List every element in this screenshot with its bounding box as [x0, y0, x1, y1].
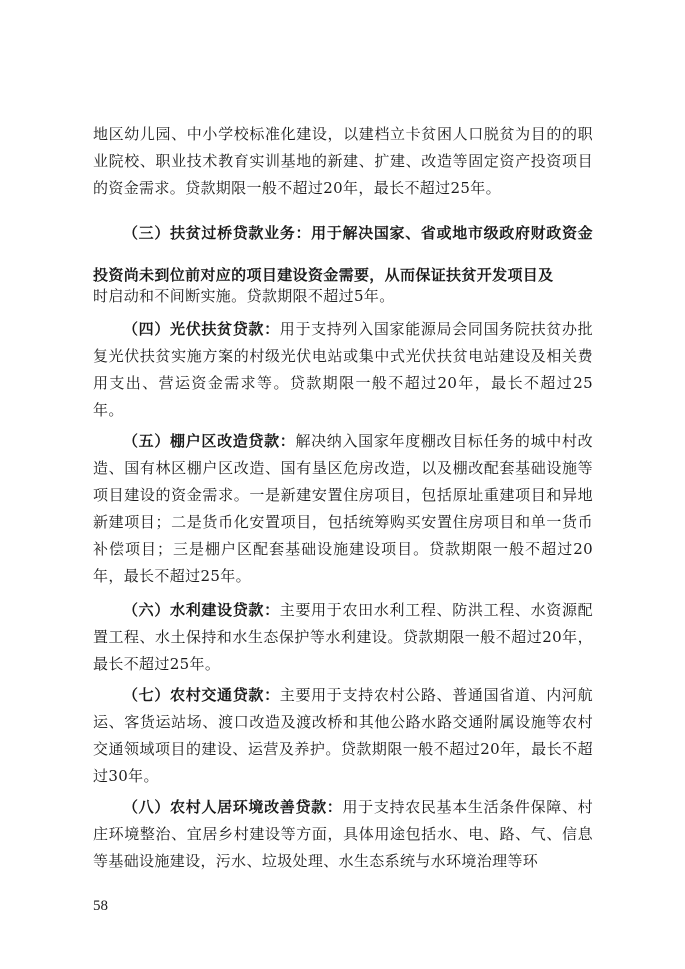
paragraph-pv-loan [93, 316, 593, 424]
paragraph-living-environment-loan [93, 794, 593, 875]
section-heading: （五）棚户区改造贷款： [123, 432, 296, 450]
section-heading: （八）农村人居环境改善贷款： [123, 798, 343, 816]
page-number: 58 [93, 898, 108, 914]
paragraph-body-bold: 用于解决国家、省或地市级政府财政资金投资尚未到位前对应的项目建设资金需要，从而保证扶贫开发项目及 [93, 224, 594, 284]
paragraph-body: 用于支持农民基本生活条件保障、村庄环境整治、宜居乡村建设等方面，具体用途包括水、电、路、气、信息等基础设施建设，污水、垃圾处理、水生态系统与水环境治理等环 [93, 798, 593, 870]
paragraph-bridge-loan-tail [93, 283, 593, 310]
section-heading: （三）扶贫过桥贷款业务： [123, 224, 312, 242]
section-heading: （四）光伏扶贫贷款： [123, 320, 280, 338]
section-heading: （七）农村交通贷款： [123, 686, 280, 704]
section-heading: （六）水利建设贷款： [123, 601, 280, 619]
paragraph-continuation [93, 121, 593, 202]
paragraph-shantytown-loan [93, 428, 593, 590]
paragraph-body: 主要用于农田水利工程、防洪工程、水资源配置工程、水土保持和水生态保护等水利建设。贷款期限一般不超过20年，最长不超过25年。 [93, 601, 593, 673]
paragraph-body: 解决纳入国家年度棚改目标任务的城中村改造、国有林区棚户区改造、国有垦区危房改造，以及棚改配套基础设施等项目建设的资金需求。一是新建安置住房项目，包括原址重建项目和异地新建项目；二是货币化安置项目，包括统筹购买安置住房项目和单一货币补偿项目；三是棚户区配套基础设施建设项目。贷款期限一般不超过20年，最长不超过25年。 [93, 432, 593, 585]
paragraph-transport-loan [93, 682, 593, 790]
paragraph-body: 主要用于支持农村公路、普通国省道、内河航运、客货运站场、渡口改造及渡改桥和其他公路水路交通附属设施等农村交通领域项目的建设、运营及养护。贷款期限一般不超过20年，最长不超过30年。 [93, 686, 593, 785]
paragraph-body: 用于支持列入国家能源局会同国务院扶贫办批复光伏扶贫实施方案的村级光伏电站或集中式光伏扶贫电站建设及相关费用支出、营运资金需求等。贷款期限一般不超过20年，最长不超过25年。 [93, 320, 593, 419]
paragraph-water-loan [93, 597, 593, 678]
paragraph-body: 时启动和不间断实施。贷款期限不超过5年。 [93, 287, 395, 305]
paragraph-body: 地区幼儿园、中小学校标准化建设，以建档立卡贫困人口脱贫为目的的职业院校、职业技术教育实训基地的新建、扩建、改造等固定资产投资项目的资金需求。贷款期限一般不超过20年，最长不超过25年。 [93, 125, 593, 197]
